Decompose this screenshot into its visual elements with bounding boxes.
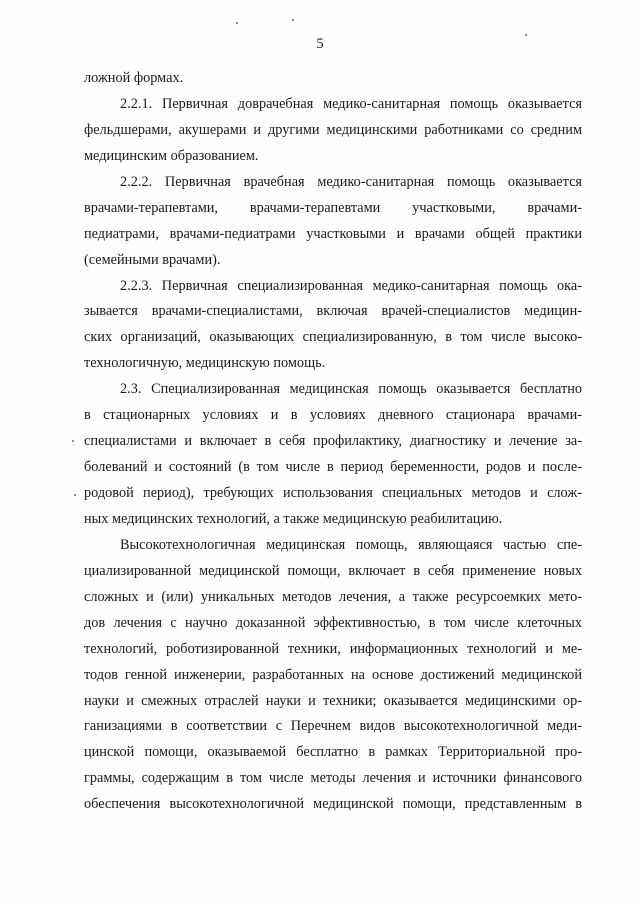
text-line: болеваний и состояний (в том числе в период беременности, родов и после- <box>84 459 582 476</box>
scan-speck <box>74 494 76 496</box>
text-line: 2.2.1. Первичная доврачебная медико-санитарная помощь оказывается <box>120 95 582 112</box>
text-line: ских организаций, оказывающих специализированную, в том числе высоко- <box>84 329 582 346</box>
page-number: 5 <box>316 36 324 52</box>
text-line: в стационарных условиях и в условиях дневного стационара врачами- <box>84 407 582 424</box>
text-line: науки и смежных отраслей науки и техники; оказывается медицинскими ор- <box>84 692 582 709</box>
text-line: ных медицинских технологий, а также медицинскую реабилитацию. <box>84 510 503 527</box>
text-line: ганизациями в соответствии с Перечнем видов высокотехнологичной меди- <box>84 718 582 735</box>
text-line: 2.3. Специализированная медицинская помощь оказывается бесплатно <box>120 381 582 398</box>
scan-speck <box>236 22 238 24</box>
text-line: педиатрами, врачами-педиатрами участковыми и врачами общей практики <box>84 225 582 242</box>
text-line: (семейными врачами). <box>84 251 221 268</box>
text-line: обеспечения высокотехнологичной медицинской помощи, представленным в <box>84 796 582 813</box>
text-line: специалистами и включает в себя профилактику, диагностику и лечение за- <box>84 433 582 450</box>
text-line: тодов генной инженерии, разработанных на основе достижений медицинской <box>84 666 582 683</box>
scan-speck <box>72 440 74 442</box>
text-line: циализированной медицинской помощи, включает в себя применение новых <box>84 562 582 579</box>
text-line: 2.2.2. Первичная врачебная медико-санитарная помощь оказывается <box>120 173 582 190</box>
text-line: дов лечения с научно доказанной эффективностью, в том числе клеточных <box>84 614 582 631</box>
text-line: граммы, содержащим в том числе методы лечения и источники финансового <box>84 770 582 787</box>
text-line: врачами-терапевтами, врачами-терапевтами участковыми, врачами- <box>84 199 582 216</box>
text-line: 2.2.3. Первичная специализированная медико-санитарная помощь ока- <box>120 277 582 294</box>
text-line: родовой период), требующих использования специальных методов и слож- <box>84 485 582 501</box>
text-line: технологичную, медицинскую помощь. <box>84 355 326 372</box>
scan-speck <box>525 34 527 36</box>
text-line: ложной формах. <box>84 70 184 86</box>
text-line: сложных и (или) уникальных методов лечения, а также ресурсоемких мето- <box>84 588 582 605</box>
text-line: медицинским образованием. <box>84 147 259 164</box>
text-line: цинской помощи, оказываемой бесплатно в рамках Территориальной про- <box>84 744 582 761</box>
text-line: зывается врачами-специалистами, включая врачей-специалистов медицин- <box>84 303 582 320</box>
text-line: фельдшерами, акушерами и другими медицинскими работниками со средним <box>84 121 582 138</box>
text-line: Высокотехнологичная медицинская помощь, являющаяся частью спе- <box>120 536 582 553</box>
document-body <box>84 66 582 818</box>
scan-speck <box>292 19 294 21</box>
text-line: технологий, роботизированной техники, информационных технологий и ме- <box>84 640 582 657</box>
